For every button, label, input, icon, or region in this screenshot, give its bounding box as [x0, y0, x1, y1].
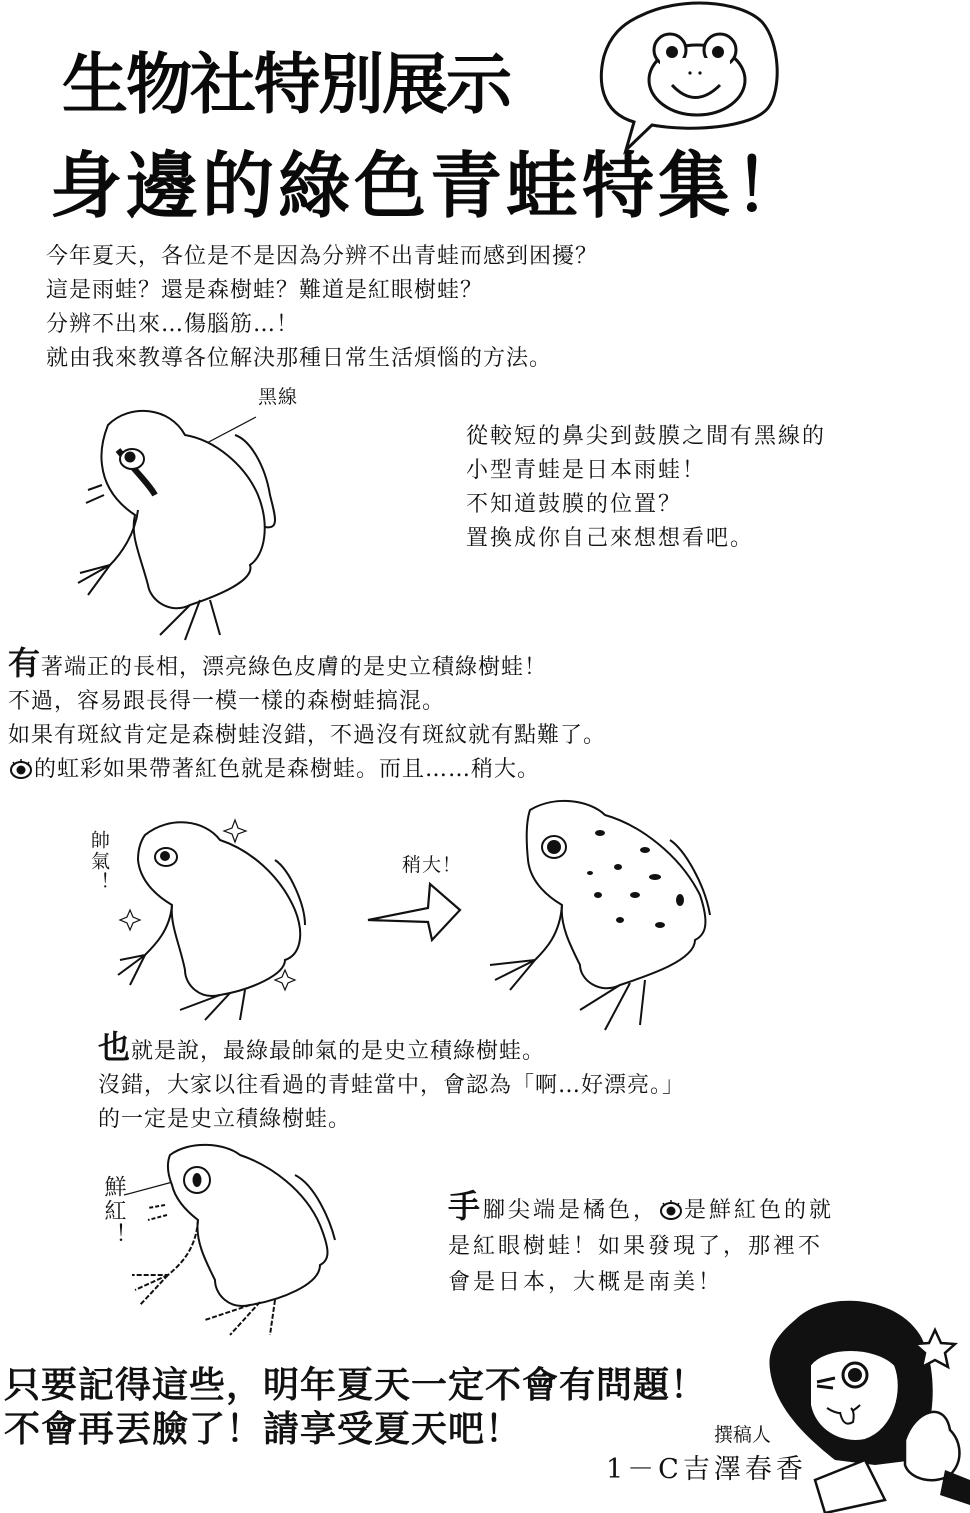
intro-line: 今年夏天，各位是不是因為分辨不出青蛙而感到困擾？	[46, 244, 599, 269]
red-eye-text	[448, 1188, 834, 1301]
closing-text	[4, 1364, 707, 1452]
conclusion-line: 沒錯，大家以往看過的青蛙當中，會認為「啊…好漂亮。」	[98, 1073, 686, 1098]
intro-line: 就由我來教導各位解決那種日常生活煩惱的方法。	[46, 346, 553, 371]
closing-line: 只要記得這些，明年夏天一定不會有問題！	[4, 1365, 708, 1406]
page-title: 生物社特別展示	[62, 46, 510, 123]
red-eye-line: 是鮮紅色的就	[684, 1198, 835, 1223]
schlegel-line: 如果有斑紋肯定是森樹蛙沒錯，不過沒有斑紋就有點難了。	[8, 723, 607, 748]
bigger-label: 稍大！	[402, 854, 463, 876]
rain-frog-text	[466, 420, 826, 556]
lead-char: 有	[8, 644, 42, 682]
schlegel-line: 的虹彩如果帶著紅色就是森樹蛙。而且……稍大。	[34, 757, 541, 782]
frog-speech-bubble-icon	[570, 0, 810, 155]
red-eye-line: 會是日本，大概是南美！	[448, 1270, 724, 1295]
schlegel-frog-illustration	[110, 815, 330, 1025]
intro-text	[46, 240, 598, 376]
conclusion-line: 就是說，最綠最帥氣的是史立積綠樹蛙。	[131, 1039, 546, 1064]
lead-char: 也	[98, 1028, 132, 1066]
lead-char: 手	[448, 1187, 484, 1225]
schlegel-text	[8, 646, 606, 787]
handsome-label: 帥氣！	[88, 830, 110, 893]
rain-frog-line: 從較短的鼻尖到鼓膜之間有黑線的	[466, 424, 827, 449]
arrow-right-icon	[366, 880, 466, 942]
author-credit	[606, 1420, 807, 1486]
closing-line: 不會再丟臉了！請享受夏天吧！	[4, 1409, 523, 1450]
intro-line: 這是雨蛙？還是森樹蛙？難道是紅眼樹蛙？	[46, 278, 484, 303]
page-subtitle: 身邊的綠色青蛙特集！	[50, 144, 811, 228]
japanese-tree-frog-illustration	[60, 395, 320, 645]
eye-icon	[8, 757, 34, 779]
intro-line: 分辨不出來…傷腦筋…！	[46, 312, 300, 337]
rain-frog-line: 不知道鼓膜的位置？	[466, 492, 683, 517]
author-name: 1－C吉澤春香	[606, 1454, 807, 1485]
conclusion-text	[98, 1030, 685, 1137]
author-role: 撰稿人	[713, 1424, 771, 1446]
bright-red-label: 鮮紅！	[101, 1175, 126, 1247]
eye-icon	[658, 1198, 684, 1220]
conclusion-line: 的一定是史立積綠樹蛙。	[98, 1107, 352, 1132]
schlegel-line: 著端正的長相，漂亮綠色皮膚的是史立積綠樹蛙！	[41, 655, 548, 680]
schlegel-line: 不過，容易跟長得一模一樣的森樹蛙搞混。	[8, 689, 446, 714]
rain-frog-line: 置換成你自己來想想看吧。	[466, 526, 755, 551]
red-eye-line: 是紅眼樹蛙！如果發現了，那裡不	[448, 1234, 824, 1259]
forest-tree-frog-illustration	[470, 795, 730, 1040]
rain-frog-line: 小型青蛙是日本雨蛙！	[466, 458, 707, 483]
red-eye-line: 腳尖端是橘色，	[483, 1198, 659, 1223]
red-eyed-tree-frog-illustration	[120, 1140, 350, 1340]
black-line-label: 黑線	[258, 386, 299, 408]
